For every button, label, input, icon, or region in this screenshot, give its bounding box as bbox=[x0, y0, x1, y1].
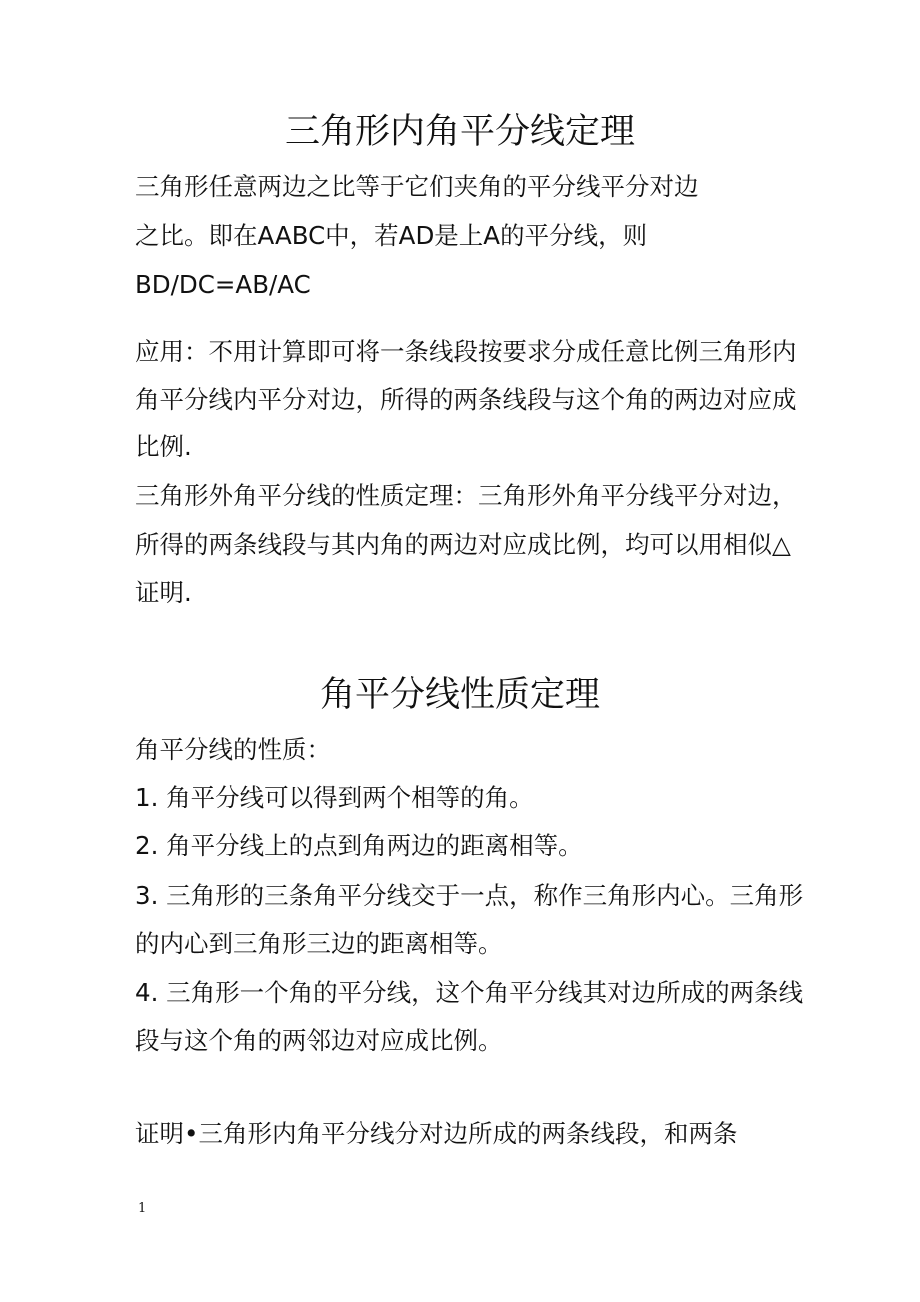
intro-formula: BD/DC=AB/AC bbox=[135, 270, 311, 299]
property-item-2: 2. 角平分线上的点到角两边的距离相等。 bbox=[135, 831, 583, 860]
property-item-4-line-2: 段与这个角的两邻边对应成比例。 bbox=[135, 1026, 503, 1055]
property-item-3-line-2: 的内心到三角形三边的距离相等。 bbox=[135, 929, 503, 958]
section1-title: 三角形内角平分线定理 bbox=[284, 112, 635, 152]
intro-line-2: 之比。即在AABC中，若AD是上A的平分线，则 bbox=[135, 221, 648, 250]
application-line-2: 角平分线内平分对边，所得的两条线段与这个角的两边对应成 bbox=[135, 385, 797, 414]
application-line-3: 比例. bbox=[135, 432, 192, 461]
property-item-3-line-1: 3. 三角形的三条角平分线交于一点，称作三角形内心。三角形 bbox=[135, 881, 804, 910]
section2-title: 角平分线性质定理 bbox=[319, 675, 600, 715]
property-item-1: 1. 角平分线可以得到两个相等的角。 bbox=[135, 783, 534, 812]
page-number: 1 bbox=[138, 1201, 147, 1216]
property-item-4-line-1: 4. 三角形一个角的平分线，这个角平分线其对边所成的两条线 bbox=[135, 978, 804, 1007]
exterior-theorem-line-1: 三角形外角平分线的性质定理：三角形外角平分线平分对边， bbox=[135, 481, 797, 510]
application-line-1: 应用：不用计算即可将一条线段按要求分成任意比例三角形内 bbox=[135, 337, 797, 366]
exterior-theorem-line-2: 所得的两条线段与其内角的两边对应成比例，均可以用相似△ bbox=[135, 530, 791, 559]
intro-line-1: 三角形任意两边之比等于它们夹角的平分线平分对边 bbox=[135, 172, 699, 201]
exterior-theorem-line-3: 证明. bbox=[135, 578, 192, 607]
proof-line: 证明•三角形内角平分线分对边所成的两条线段，和两条 bbox=[135, 1119, 738, 1148]
property-heading: 角平分线的性质： bbox=[135, 735, 331, 764]
